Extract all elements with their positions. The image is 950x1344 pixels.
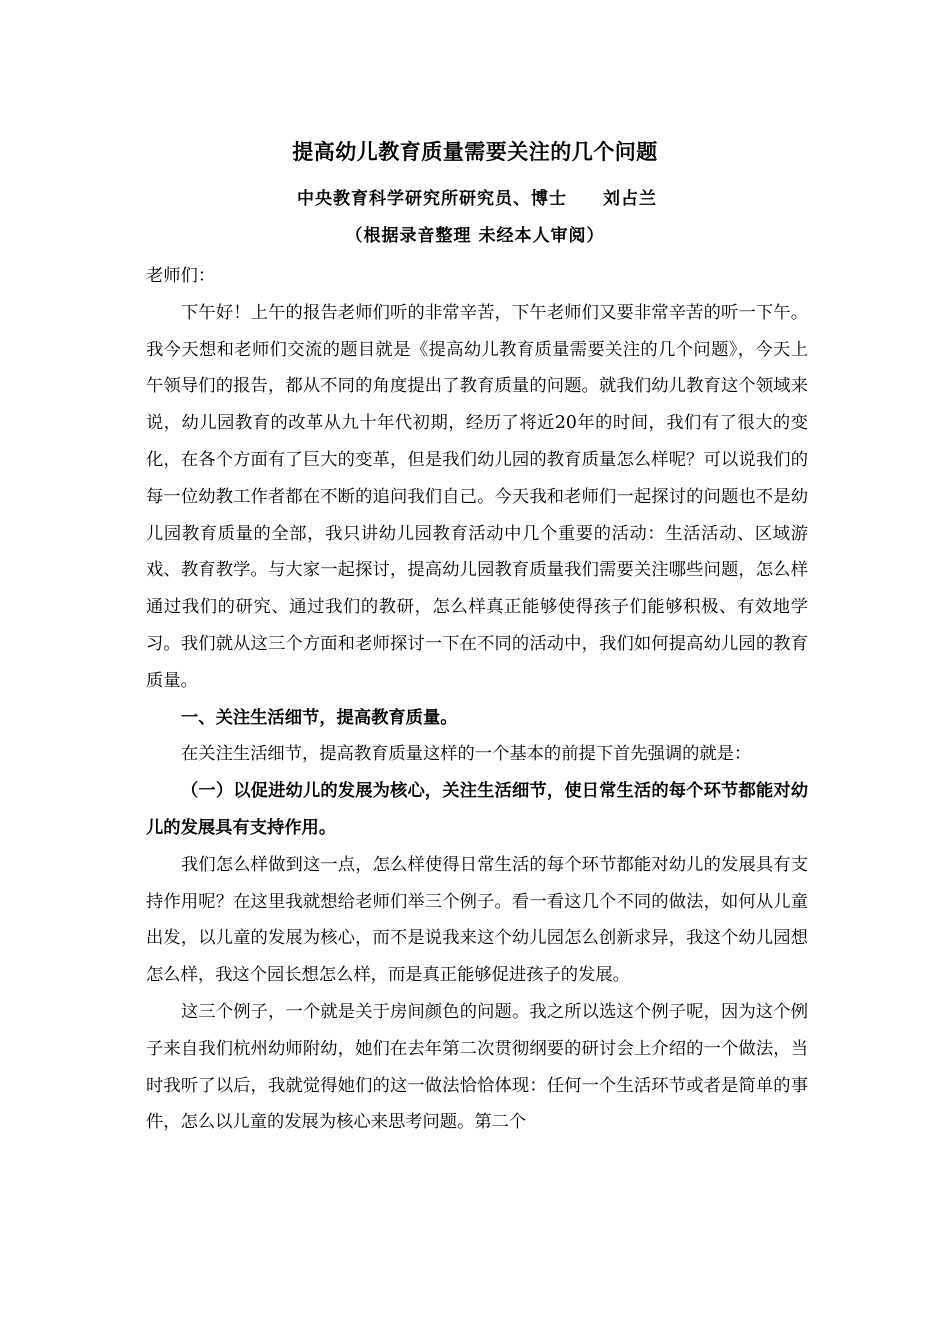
document-title: 提高幼儿教育质量需要关注的几个问题 <box>292 140 658 164</box>
transcription-note: （根据录音整理 未经本人审阅） <box>345 226 605 246</box>
author-name: 刘占兰 <box>603 189 657 209</box>
paragraph: 下午好！上午的报告老师们听的非常辛苦，下午老师们又要非常辛苦的听一下午。我今天想和老师们交流的题目就是《提高幼儿教育质量需要关注的几个问题》，今天上午领导们的报告，都从不同的角度提出了教育质量的问题。就我们幼儿教育这个领域来说，幼儿园教育的改革从九十年代初期，经历了将近20年的时间，我们有了很大的变化，在各个方面有了巨大的变革，但是我们幼儿园的教育质量怎么样呢？可以说我们的每一位幼教工作者都在不断的追问我们自己。今天我和老师们一起探讨的问题也不是幼儿园教育质量的全部，我只讲幼儿园教育活动中几个重要的活动：生活活动、区域游戏、教育教学。与大家一起探讨，提高幼儿园教育质量我们需要关注哪些问题，怎么样通过我们的研究、通过我们的教研，怎么样真正能够使得孩子们能够积极、有效地学习。我们就从这三个方面和老师探讨一下在不同的活动中，我们如何提高幼儿园的教育质量。 <box>146 302 808 691</box>
paragraph: 这三个例子，一个就是关于房间颜色的问题。我之所以选这个例子呢，因为这个例子来自我们杭州幼师附幼，她们在去年第二次贯彻纲要的研讨会上介绍的一个做法，当时我听了以后，我就觉得她们的这一做法恰恰体现：任何一个生活环节或者是简单的事件，怎么以儿童的发展为核心来思考问题。第二个 <box>146 1001 808 1133</box>
salutation: 老师们： <box>146 266 216 286</box>
paragraph: 在关注生活细节，提高教育质量这样的一个基本的前提下首先强调的就是： <box>181 744 752 765</box>
document-body <box>146 258 808 1141</box>
subsection-heading: （一）以促进幼儿的发展为核心，关注生活细节，使日常生活的每个环节都能对幼儿的发展具有支持作用。 <box>146 781 808 838</box>
section-heading: 一、关注生活细节，提高教育质量。 <box>181 707 458 728</box>
author-affiliation: 中央教育科学研究所研究员、博士 <box>297 189 567 209</box>
paragraph: 我们怎么样做到这一点，怎么样使得日常生活的每个环节都能对幼儿的发展具有支持作用呢？在这里我就想给老师们举三个例子。看一看这几个不同的做法，如何从儿童出发，以儿童的发展为核心，而不是说我来这个幼儿园怎么创新求异，我这个幼儿园想怎么样，我这个园长想怎么样，而是真正能够促进孩子的发展。 <box>146 854 808 986</box>
author-line <box>0 185 950 213</box>
